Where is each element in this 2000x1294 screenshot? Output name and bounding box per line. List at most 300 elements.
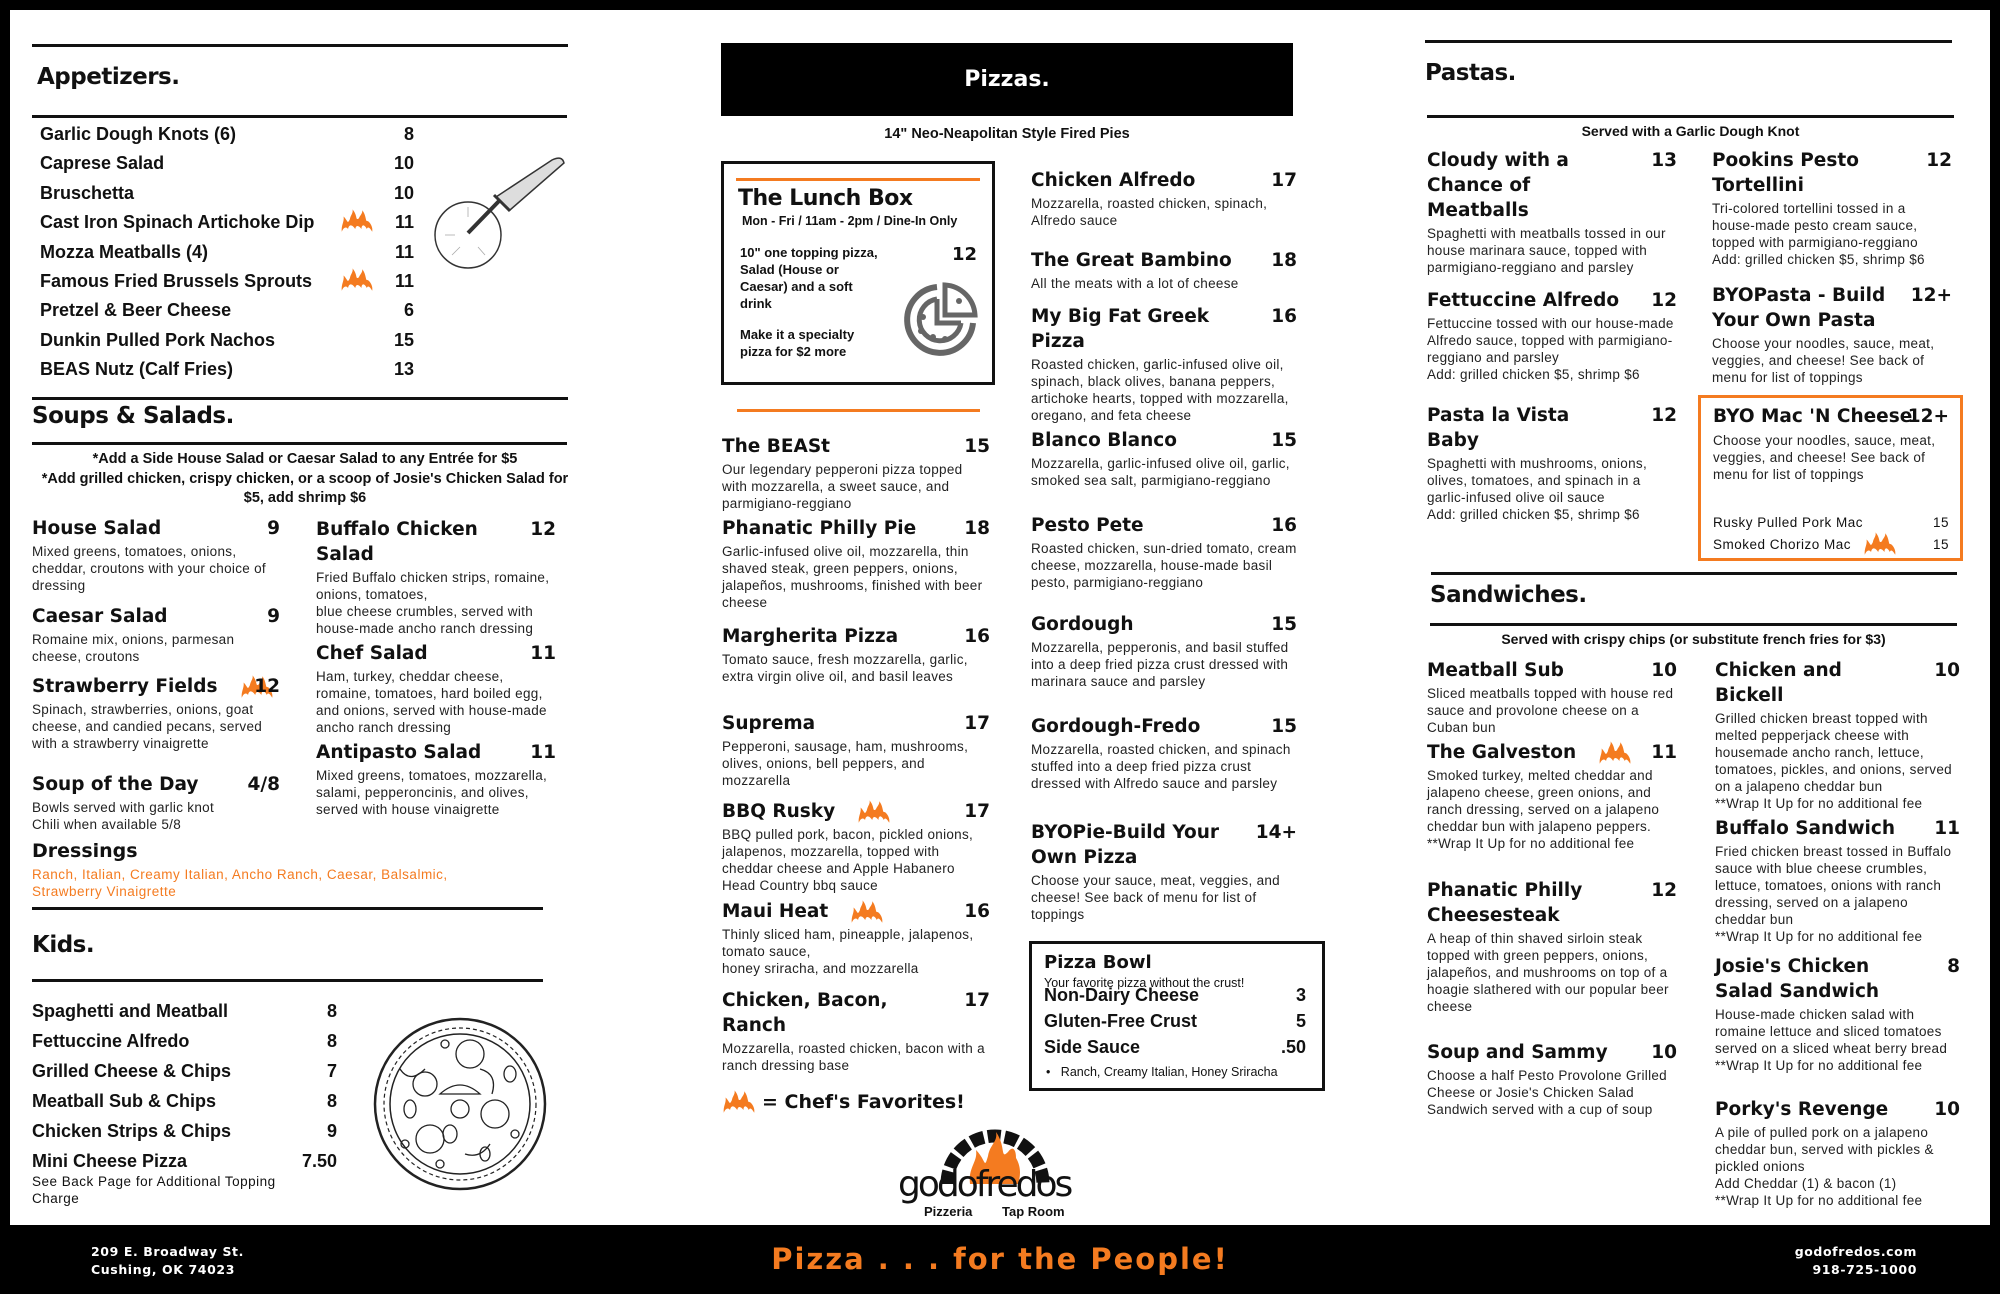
flame-icon	[850, 900, 884, 924]
item-name: House Salad	[32, 518, 162, 539]
pizza-cutter-icon	[430, 155, 570, 280]
list-item[interactable]	[40, 327, 414, 353]
item-header	[1712, 283, 1952, 333]
list-item[interactable]	[40, 297, 414, 323]
item-header	[1715, 954, 1960, 1004]
item-name: Cast Iron Spinach Artichoke Dip	[40, 212, 315, 233]
item-price: 9	[326, 1121, 337, 1141]
item-header	[1427, 288, 1677, 313]
menu-item[interactable]	[1031, 428, 1297, 489]
list-item[interactable]	[32, 1058, 337, 1084]
item-name: Soup of the Day	[32, 774, 199, 795]
item-desc: Choose your sauce, meat, veggies, and cheese! See back of menu for list of toppings	[1031, 873, 1280, 922]
menu-item[interactable]	[1427, 1040, 1677, 1118]
item-price: 9	[267, 606, 280, 627]
item-price: 11	[530, 742, 556, 763]
item-header	[722, 624, 990, 649]
menu-item[interactable]	[316, 641, 556, 736]
item-name: BBQ Rusky	[722, 801, 836, 822]
item-name: Rusky Pulled Pork Mac	[1713, 515, 1864, 530]
item-price: 11	[1934, 818, 1960, 839]
divider	[1427, 115, 1954, 118]
item-name: Bruschetta	[40, 182, 135, 203]
item-header	[722, 799, 990, 824]
menu-item[interactable]	[1715, 1097, 1960, 1209]
item-header	[722, 899, 990, 924]
address-line: 209 E. Broadway St.	[91, 1244, 244, 1259]
menu-item[interactable]	[1715, 658, 1960, 812]
menu-item[interactable]	[32, 604, 280, 665]
menu-item[interactable]	[1712, 148, 1952, 268]
item-desc: Thinly sliced ham, pineapple, jalapenos, tomato sauce, honey sriracha, and mozzarella	[722, 927, 974, 976]
item-name: Strawberry Fields	[32, 676, 218, 697]
item-header	[32, 604, 280, 629]
dressings-list: Ranch, Italian, Creamy Italian, Ancho Ranch, Caesar, Balsalmic, Strawberry Vinaigrette	[32, 867, 448, 899]
item-name: Caprese Salad	[40, 153, 165, 174]
item-header	[1031, 168, 1297, 193]
menu-item[interactable]	[1427, 403, 1677, 523]
menu-item[interactable]	[1031, 304, 1297, 424]
list-item[interactable]	[32, 1148, 337, 1174]
item-name: Chicken Alfredo	[1031, 170, 1196, 191]
item-price: 10	[1934, 660, 1960, 681]
item-desc: Romaine mix, onions, parmesan cheese, croutons	[32, 632, 235, 664]
item-name: Margherita Pizza	[722, 626, 899, 647]
item-name: Maui Heat	[722, 901, 829, 922]
item-price: 10	[1651, 1042, 1677, 1063]
item-name: Caesar Salad	[32, 606, 168, 627]
menu-item[interactable]	[722, 988, 990, 1074]
item-name: Chicken Strips & Chips	[32, 1121, 232, 1141]
pizza-slice-icon	[899, 279, 981, 361]
item-name: Dunkin Pulled Pork Nachos	[40, 329, 276, 350]
item-price: 17	[964, 713, 990, 734]
item-price: 17	[1271, 170, 1297, 191]
pizza-bowl-box	[1029, 941, 1325, 1091]
item-header	[1031, 248, 1297, 273]
sandwiches-title: Sandwiches.	[1430, 582, 1587, 608]
item-price: 8	[326, 1001, 337, 1021]
item-price: 15	[1271, 716, 1297, 737]
divider	[1431, 572, 1957, 575]
item-price: 3	[1295, 985, 1306, 1005]
item-name: Smoked Chorizo Mac	[1713, 537, 1852, 552]
item-name: Fettuccine Alfredo	[1427, 290, 1620, 311]
item-name: Fettuccine Alfredo	[32, 1031, 190, 1051]
item-price: 15	[1932, 515, 1949, 530]
item-header	[1427, 740, 1677, 765]
item-name: Suprema	[722, 713, 816, 734]
item-price: 17	[964, 801, 990, 822]
item-desc: Spaghetti with meatballs tossed in our house marinara sauce, topped with parmigiano-reggiano and parsley	[1427, 226, 1666, 275]
item-name: Side Sauce	[1044, 1037, 1141, 1057]
item-name: Pretzel & Beer Cheese	[40, 300, 232, 321]
item-name: Meatball Sub	[1427, 660, 1564, 681]
list-item[interactable]	[32, 1088, 337, 1114]
item-header	[316, 641, 556, 666]
menu-item[interactable]	[1715, 816, 1960, 945]
list-item[interactable]	[32, 1118, 337, 1144]
item-price: 12	[254, 676, 280, 697]
item-price: 10	[1934, 1099, 1960, 1120]
item-desc: Mozzarella, roasted chicken, bacon with a ranch dressing base	[722, 1041, 985, 1073]
menu-item[interactable]	[1031, 513, 1297, 591]
item-name: Famous Fried Brussels Sprouts	[40, 271, 313, 291]
item-price: 7	[326, 1061, 337, 1081]
item-header	[1715, 1097, 1960, 1122]
item-name: Blanco Blanco	[1031, 430, 1177, 451]
pizzas-subtitle: 14" Neo-Neapolitan Style Fired Pies	[884, 126, 1130, 142]
item-desc: Tri-colored tortellini tossed in a house-made pesto cream sauce, topped with parmigiano-reggiano Add: grilled chicken $5, shrimp $6	[1712, 201, 1925, 267]
item-price: 11	[394, 241, 414, 262]
item-name: Phanatic Philly Pie	[722, 518, 917, 539]
item-price: 12	[1926, 150, 1952, 171]
item-header	[1427, 658, 1677, 683]
item-price: 15	[1932, 537, 1949, 552]
item-name: Pesto Pete	[1031, 515, 1144, 536]
dressings-title: Dressings	[32, 840, 138, 862]
item-price: .50	[1280, 1037, 1306, 1057]
item-desc: Spaghetti with mushrooms, onions, olives, tomatoes, and spinach in a garlic-infused olive oil sauce Add: grilled chicken $5, shrimp $6	[1427, 456, 1648, 522]
list-item[interactable]	[1713, 532, 1949, 558]
item-name: Josie's Chicken Salad Sandwich	[1715, 956, 1880, 1002]
item-desc: Our legendary pepperoni pizza topped with mozzarella, a sweet sauce, and parmigiano-reggiano	[722, 462, 963, 511]
item-price: 8	[326, 1031, 337, 1051]
item-name: Antipasto Salad	[316, 742, 482, 763]
item-desc: Roasted chicken, garlic-infused olive oil, spinach, black olives, banana peppers, artichoke hearts, topped with mozzarella, oregano, and feta cheese	[1031, 357, 1289, 423]
lunch-box-title: The Lunch Box	[738, 186, 913, 211]
address-line: Cushing, OK 74023	[91, 1262, 235, 1277]
list-item[interactable]	[40, 239, 414, 265]
item-name: The Galveston	[1427, 742, 1577, 763]
item-desc: Mozzarella, pepperonis, and basil stuffed into a deep fried pizza crust dressed with marinara sauce and parsley	[1031, 640, 1289, 689]
item-desc: Fried Buffalo chicken strips, romaine, onions, tomatoes, blue cheese crumbles, served with house-made ancho ranch dressing	[316, 570, 550, 636]
menu-item[interactable]	[32, 516, 280, 594]
flame-icon	[722, 1090, 756, 1114]
divider	[32, 115, 567, 118]
chefs-favorites-legend	[722, 1090, 965, 1114]
item-price: 10	[393, 182, 414, 203]
item-header	[722, 711, 990, 736]
item-name: The Great Bambino	[1031, 250, 1232, 271]
item-desc: Pepperoni, sausage, ham, mushrooms, olives, onions, bell peppers, and mozzarella	[722, 739, 969, 788]
logo-left: Pizzeria	[924, 1204, 973, 1219]
item-price: 12	[530, 519, 556, 540]
item-header	[1031, 714, 1297, 739]
byo-mac-box	[1698, 395, 1963, 561]
menu-item[interactable]	[722, 799, 990, 894]
pizza-bowl-title: Pizza Bowl	[1044, 952, 1152, 973]
item-name: Gordough-Fredo	[1031, 716, 1201, 737]
tagline: Pizza . . . for the People!	[771, 1242, 1229, 1276]
salad-note: *Add grilled chicken, crispy chicken, or a scoop of Josie's Chicken Salad for $5, add shrimp $6	[41, 471, 569, 506]
item-name: BYOPie-Build Your Own Pizza	[1031, 822, 1220, 868]
item-price: 11	[1651, 742, 1677, 763]
item-header	[1427, 1040, 1677, 1065]
lunch-box-upgrade: Make it a specialty pizza for $2 more	[740, 327, 855, 359]
flame-icon	[340, 209, 374, 233]
godofredos-logo	[890, 1112, 1100, 1222]
item-name: Meatball Sub & Chips	[32, 1091, 217, 1111]
menu-item[interactable]	[722, 624, 990, 685]
menu-item[interactable]	[1031, 248, 1297, 292]
item-price: 4/8	[247, 774, 280, 795]
item-desc: House-made chicken salad with romaine lettuce and sliced tomatoes served on a sliced wheat berry bread **Wrap It Up for no additional fee	[1715, 1007, 1948, 1073]
list-item[interactable]	[1044, 1008, 1306, 1034]
item-desc: BBQ pulled pork, bacon, pickled onions, jalapenos, mozzarella, topped with cheddar cheese and Apple Habanero Head Country bbq sauce	[722, 827, 974, 893]
logo-right: Tap Room	[1002, 1204, 1065, 1219]
item-header	[722, 434, 990, 459]
item-price: 11	[530, 643, 556, 664]
item-desc: Roasted chicken, sun-dried tomato, cream cheese, mozzarella, house-made basil pesto, parmigiano-reggiano	[1031, 541, 1297, 590]
item-desc: Garlic-infused olive oil, mozzarella, thin shaved steak, green peppers, onions, jalapeños, mushrooms, finished with beer cheese	[722, 544, 983, 610]
pizzas-header	[721, 43, 1293, 116]
item-desc: Ham, turkey, cheddar cheese, romaine, tomatoes, hard boiled egg, and onions, served with house-made ancho ranch dressing	[316, 669, 547, 735]
list-item[interactable]	[40, 268, 414, 294]
item-desc: Choose your noodles, sauce, meat, veggies, and cheese! See back of menu for list of toppings	[1712, 336, 1935, 385]
item-name: Cloudy with a Chance of Meatballs	[1427, 150, 1569, 221]
divider	[32, 442, 567, 445]
menu-item[interactable]	[1031, 820, 1297, 923]
item-desc: A pile of pulled pork on a jalapeno cheddar bun, served with pickles & pickled onions Add Cheddar (1) & bacon (1) **Wrap It Up for no additional fee	[1715, 1125, 1934, 1208]
item-header	[1031, 820, 1297, 870]
item-price: 5	[1295, 1011, 1306, 1031]
item-price: 12+	[1910, 285, 1952, 306]
item-price: 15	[393, 329, 414, 350]
bullet: •	[1046, 1065, 1061, 1079]
lunch-box-price: 12	[952, 244, 978, 265]
item-header	[1427, 148, 1677, 223]
sauce-options: Ranch, Creamy Italian, Honey Sriracha	[1060, 1065, 1278, 1079]
list-item[interactable]	[32, 998, 337, 1024]
item-desc: Tomato sauce, fresh mozzarella, garlic, extra virgin olive oil, and basil leaves	[722, 652, 968, 684]
item-header	[1427, 878, 1677, 928]
menu-item[interactable]	[1427, 288, 1677, 383]
item-header	[316, 740, 556, 765]
menu-item[interactable]	[1427, 658, 1677, 736]
item-desc: Sliced meatballs topped with house red sauce and provolone cheese on a Cuban bun	[1427, 686, 1674, 735]
item-price: 9	[267, 518, 280, 539]
item-desc: Choose a half Pesto Provolone Grilled Cheese or Josie's Chicken Salad Sandwich served with a cup of soup	[1427, 1068, 1667, 1117]
item-price: 15	[1271, 614, 1297, 635]
menu-item[interactable]	[316, 740, 556, 818]
item-price: 10	[393, 153, 414, 174]
item-desc: Mixed greens, tomatoes, mozzarella, salami, pepperoncinis, and olives, served with house vinaigrette	[316, 768, 548, 817]
divider	[32, 979, 543, 982]
item-name: Pookins Pesto Tortellini	[1712, 150, 1859, 196]
list-item[interactable]	[40, 150, 414, 176]
item-desc: All the meats with a lot of cheese	[1031, 276, 1239, 291]
item-header	[32, 772, 280, 797]
item-header	[1031, 304, 1297, 354]
item-price: 11	[394, 212, 414, 233]
list-item[interactable]	[40, 209, 414, 235]
list-item[interactable]	[40, 121, 414, 147]
phone-link[interactable]: 918-725-1000	[1812, 1262, 1917, 1277]
item-name: Mozza Meatballs (4)	[40, 241, 209, 262]
divider	[32, 44, 568, 47]
item-price: 16	[1271, 515, 1297, 536]
pizza-bowl-subtitle: Your favorite pizza without the crust!	[1044, 976, 1245, 990]
menu-item[interactable]	[722, 516, 990, 611]
list-item[interactable]	[40, 180, 414, 206]
item-header	[1031, 513, 1297, 538]
item-header	[722, 988, 990, 1038]
soups-salads-title: Soups & Salads.	[32, 403, 234, 429]
item-name: Soup and Sammy	[1427, 1042, 1608, 1063]
item-desc: Grilled chicken breast topped with melted pepperjack cheese with housemade ancho ranch, lettuce, tomatoes, pickles, and onions, served on a jalapeno cheddar bun **Wrap It Up for no additional fee	[1715, 711, 1952, 811]
accent-line	[737, 409, 980, 412]
flame-icon	[1598, 741, 1632, 765]
item-header	[1427, 403, 1677, 453]
item-price: 12	[1651, 880, 1677, 901]
salad-note: *Add a Side House Salad or Caesar Salad to any Entrée for $5	[92, 451, 518, 467]
item-desc: Spinach, strawberries, onions, goat cheese, and candied pecans, served with a strawberry vinaigrette	[32, 702, 263, 751]
accent-line	[736, 178, 980, 181]
flame-icon	[340, 268, 374, 292]
item-name: Chef Salad	[316, 643, 428, 664]
item-desc: Bowls served with garlic knot Chili when available 5/8	[32, 800, 215, 832]
lunch-box-desc: 10" one topping pizza, Salad (House or Caesar) and a soft drink	[740, 245, 878, 311]
item-desc: A heap of thin shaved sirloin steak topped with green peppers, onions, jalapeños, and mushrooms on top of a hoagie slathered with our popular beer cheese	[1427, 931, 1669, 1014]
item-price: 13	[1651, 150, 1677, 171]
menu-item[interactable]	[1712, 283, 1952, 386]
divider	[32, 907, 543, 910]
pastas-title: Pastas.	[1425, 60, 1516, 86]
item-price: 16	[964, 626, 990, 647]
item-price: 15	[1271, 430, 1297, 451]
item-price: 8	[1947, 956, 1960, 977]
lunch-box-hours: Mon - Fri / 11am - 2pm / Dine-In Only	[742, 214, 958, 228]
menu-item[interactable]	[1427, 148, 1677, 276]
item-header	[1031, 428, 1297, 453]
sandwiches-subtitle: Served with crispy chips (or substitute french fries for $3)	[1501, 631, 1886, 647]
item-price: 12	[1651, 290, 1677, 311]
flame-icon	[857, 800, 891, 824]
item-name: The BEASt	[722, 436, 831, 457]
item-desc: Mozzarella, roasted chicken, spinach, Alfredo sauce	[1031, 196, 1268, 228]
item-price: 13	[393, 359, 414, 380]
kids-note: See Back Page for Additional Topping Charge	[32, 1174, 276, 1206]
legend-text: = Chef's Favorites!	[762, 1091, 965, 1113]
item-name: Gordough	[1031, 614, 1134, 635]
item-desc: Fettuccine tossed with our house-made Alfredo sauce, topped with parmigiano-reggiano and parsley Add: grilled chicken $5, shrimp $6	[1427, 316, 1674, 382]
item-price: 12	[1651, 405, 1677, 426]
item-header	[1715, 816, 1960, 841]
menu-item[interactable]	[1031, 612, 1297, 690]
menu-item[interactable]	[32, 674, 280, 752]
item-price: 17	[964, 990, 990, 1011]
item-name: Gluten-Free Crust	[1044, 1011, 1198, 1031]
appetizers-title: Appetizers.	[37, 64, 180, 90]
item-name: Buffalo Sandwich	[1715, 818, 1896, 839]
menu-item[interactable]	[316, 517, 556, 637]
item-price: 16	[1271, 306, 1297, 327]
pizza-drawing-icon	[370, 1014, 550, 1194]
item-name: Pasta la Vista Baby	[1427, 405, 1570, 451]
menu-item[interactable]	[722, 899, 990, 977]
pizzas-title: Pizzas.	[964, 67, 1050, 92]
menu-item[interactable]	[1715, 954, 1960, 1074]
item-desc: Choose your noodles, sauce, meat, veggies, and cheese! See back of menu for list of toppings	[1713, 433, 1936, 482]
item-desc: Mozzarella, garlic-infused olive oil, garlic, smoked sea salt, parmigiano-reggiano	[1031, 456, 1290, 488]
logo-wordmark: godofredos	[898, 1164, 1071, 1205]
item-header	[32, 516, 280, 541]
pastas-subtitle: Served with a Garlic Dough Knot	[1581, 123, 1800, 139]
item-price: 16	[964, 901, 990, 922]
item-header	[1712, 148, 1952, 198]
item-header	[722, 516, 990, 541]
lunch-box	[721, 161, 995, 385]
item-header	[1713, 404, 1949, 429]
item-header	[1715, 658, 1960, 708]
item-name: My Big Fat Greek Pizza	[1031, 306, 1210, 352]
menu-item[interactable]	[1031, 714, 1297, 792]
item-name: BEAS Nutz (Calf Fries)	[40, 359, 234, 380]
item-name: Chicken, Bacon, Ranch	[722, 990, 888, 1036]
item-price: 10	[1651, 660, 1677, 681]
menu-item[interactable]	[722, 434, 990, 512]
item-price: 18	[964, 518, 990, 539]
item-header	[1031, 612, 1297, 637]
item-name: BYOPasta - Build Your Own Pasta	[1712, 285, 1886, 331]
menu-item[interactable]	[32, 772, 280, 833]
divider	[1430, 623, 1957, 626]
item-price: 12+	[1907, 406, 1949, 427]
sauce-list	[1046, 1065, 1278, 1079]
list-item[interactable]	[40, 356, 414, 382]
item-name: Garlic Dough Knots (6)	[40, 124, 237, 144]
item-desc: Mixed greens, tomatoes, onions, cheddar, croutons with your choice of dressing	[32, 544, 266, 593]
item-price: 11	[394, 271, 414, 291]
menu-item[interactable]	[1427, 740, 1677, 852]
item-price: 14+	[1255, 822, 1297, 843]
item-name: Spaghetti and Meatball	[32, 1001, 229, 1021]
item-name: Non-Dairy Cheese	[1044, 985, 1200, 1005]
item-price: 15	[964, 436, 990, 457]
item-header	[316, 517, 556, 567]
list-item[interactable]	[32, 1028, 337, 1054]
menu-item[interactable]	[1031, 168, 1297, 229]
list-item[interactable]	[1044, 1034, 1306, 1060]
website-link[interactable]: godofredos.com	[1794, 1244, 1917, 1259]
item-name: Chicken and Bickell	[1715, 660, 1842, 706]
flame-icon	[1863, 532, 1897, 556]
item-price: 8	[326, 1091, 337, 1111]
divider	[32, 397, 568, 400]
item-desc: Mozzarella, roasted chicken, and spinach stuffed into a deep fried pizza crust dressed with Alfredo sauce and parsley	[1031, 742, 1291, 791]
kids-title: Kids.	[32, 932, 95, 958]
menu-item[interactable]	[722, 711, 990, 789]
item-desc: Fried chicken breast tossed in Buffalo sauce with blue cheese crumbles, lettuce, tomatoes, onions with ranch dressing, served on a jalapeno cheddar bun **Wrap It Up for no additional fee	[1715, 844, 1952, 944]
item-name: Grilled Cheese & Chips	[32, 1061, 232, 1081]
item-name: Mini Cheese Pizza	[32, 1151, 188, 1171]
item-desc: Smoked turkey, melted cheddar and jalapeno cheese, green onions, and ranch dressing, served on a jalapeno cheddar bun with jalapeno peppers. **Wrap It Up for no additional fee	[1427, 768, 1660, 851]
footer-contact	[1795, 1243, 1917, 1279]
item-name: BYO Mac 'N Cheese	[1713, 406, 1913, 427]
item-name: Buffalo Chicken Salad	[316, 519, 478, 565]
item-price: 6	[403, 300, 414, 321]
item-price: 7.50	[301, 1151, 337, 1171]
item-price: 8	[403, 124, 414, 144]
item-header	[32, 674, 280, 699]
item-name: Porky's Revenge	[1715, 1099, 1889, 1120]
item-name: Phanatic Philly Cheesesteak	[1427, 880, 1583, 926]
menu-item[interactable]	[1427, 878, 1677, 1015]
list-item[interactable]	[1044, 982, 1306, 1008]
item-price: 18	[1271, 250, 1297, 271]
divider	[1425, 40, 1952, 43]
